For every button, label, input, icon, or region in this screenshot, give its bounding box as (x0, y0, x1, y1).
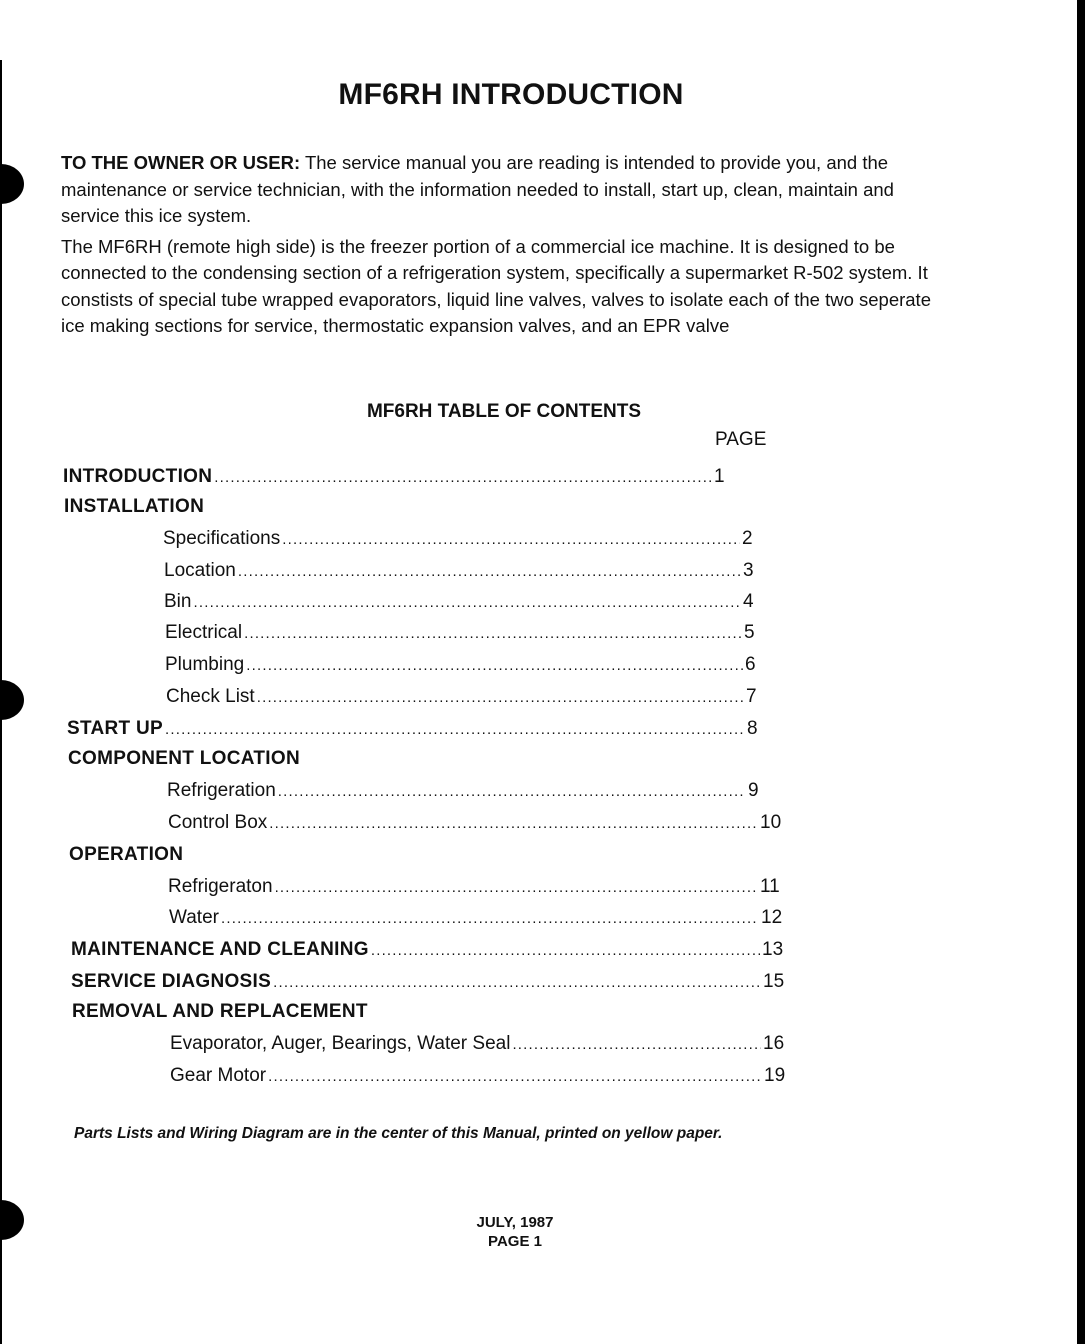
toc-entry-page: 11 (760, 876, 780, 897)
toc-entry-page: 12 (761, 907, 783, 928)
intro-text-1: The service manual you are reading is intended to provide you, and the maintenance or service technician, with the information needed to install, start up, clean, maintain and service this ice system. (61, 152, 894, 226)
toc-entry-maintenance-and-cleaning[interactable] (71, 938, 786, 963)
toc-entry-refrigeration[interactable] (167, 779, 772, 804)
toc-heading-removal-and-replacement[interactable]: REMOVAL AND REPLACEMENT (72, 1001, 368, 1022)
footer-page-number: PAGE 1 (488, 1233, 542, 1250)
toc-entry-electrical[interactable] (165, 621, 768, 646)
toc-entry-page: 16 (763, 1033, 785, 1054)
toc-entry-page: 9 (748, 780, 759, 801)
toc-entry-gear-motor[interactable] (170, 1064, 788, 1089)
toc-page-header: PAGE (715, 429, 767, 450)
toc-entry-page: 3 (743, 560, 754, 581)
toc-leader (282, 528, 740, 552)
toc-leader (214, 466, 712, 490)
toc-entry-page: 15 (763, 971, 785, 992)
toc-entry-start-up[interactable] (67, 717, 771, 742)
toc-leader (244, 622, 742, 646)
footer-date: JULY, 1987 (476, 1214, 554, 1231)
toc-leader (238, 560, 741, 584)
toc-entry-page: 6 (745, 654, 756, 675)
toc-title: MF6RH TABLE OF CONTENTS (366, 401, 642, 422)
toc-entry-label: Bin (164, 591, 192, 612)
toc-entry-label: Water (169, 907, 219, 928)
toc-entry-control-box[interactable] (168, 811, 784, 836)
toc-leader (512, 1033, 761, 1057)
toc-leader (165, 718, 745, 742)
toc-entry-check-list[interactable] (166, 685, 770, 710)
intro-lead: TO THE OWNER OR USER: (61, 152, 301, 173)
toc-leader (221, 907, 759, 931)
toc-heading-component-location[interactable]: COMPONENT LOCATION (68, 748, 300, 769)
toc-entry-specifications[interactable] (163, 527, 766, 552)
toc-leader (275, 876, 758, 900)
toc-entry-introduction[interactable] (63, 465, 738, 490)
toc-entry-label: Location (164, 560, 236, 581)
toc-entry-label: Refrigeration (167, 780, 276, 801)
toc-entry-page: 5 (744, 622, 755, 643)
punch-hole (0, 680, 24, 720)
toc-entry-page: 1 (714, 466, 725, 487)
toc-heading-operation[interactable]: OPERATION (69, 844, 184, 865)
toc-entry-evaporator-auger-bearings-water-seal[interactable] (170, 1032, 787, 1057)
toc-entry-page: 10 (760, 812, 782, 833)
toc-entry-page: 7 (746, 686, 757, 707)
toc-leader (268, 1065, 762, 1089)
toc-leader (257, 686, 744, 710)
toc-leader (193, 591, 741, 615)
toc-leader (371, 939, 760, 963)
toc-entry-label: Control Box (168, 812, 268, 833)
toc-entry-label: Check List (166, 686, 255, 707)
toc-leader (269, 812, 758, 836)
toc-leader (273, 971, 761, 995)
toc-leader (246, 654, 743, 678)
toc-entry-water[interactable] (169, 906, 785, 931)
toc-entry-label: Electrical (165, 622, 243, 643)
scan-right-edge (1077, 0, 1085, 1344)
page-footer (0, 1213, 1030, 1251)
toc-entry-page: 19 (764, 1065, 786, 1086)
toc-entry-bin[interactable] (164, 590, 767, 615)
toc-entry-label: INTRODUCTION (63, 466, 213, 487)
intro-section (61, 150, 941, 344)
toc-entry-location[interactable] (164, 559, 767, 584)
toc-entry-page: 8 (747, 718, 758, 739)
toc-entry-label: Refrigeraton (168, 876, 273, 897)
parts-lists-note: Parts Lists and Wiring Diagram are in the center of this Manual, printed on yellow paper. (74, 1125, 723, 1142)
toc-entry-page: 2 (742, 528, 753, 549)
toc-entry-label: START UP (67, 718, 163, 739)
toc-leader (278, 780, 746, 804)
toc-entry-label: Plumbing (165, 654, 245, 675)
intro-paragraph-2: The MF6RH (remote high side) is the freezer portion of a commercial ice machine. It is designed to be connected to the condensing section of a refrigeration system, specifically a supermarket R-502 system. It constists of special tube wrapped evaporators, liquid line valves, valves to isolate each of the two seperate ice making sections for service, thermostatic expansion valves, and an EPR valve (61, 235, 931, 336)
toc-entry-plumbing[interactable] (165, 653, 769, 678)
intro-paragraph-1 (61, 150, 941, 230)
punch-hole (0, 164, 24, 204)
toc-entry-label: Gear Motor (170, 1065, 267, 1086)
toc-entry-page: 4 (743, 591, 754, 612)
toc-entry-page: 13 (762, 939, 784, 960)
toc-entry-label: MAINTENANCE AND CLEANING (71, 939, 369, 960)
toc-entry-refrigeraton[interactable] (168, 875, 784, 900)
toc-entry-service-diagnosis[interactable] (71, 970, 787, 995)
toc-entry-label: SERVICE DIAGNOSIS (71, 971, 272, 992)
toc-heading-installation[interactable]: INSTALLATION (64, 496, 205, 517)
toc-entry-label: Specifications (163, 528, 281, 549)
toc-entry-label: Evaporator, Auger, Bearings, Water Seal (170, 1033, 511, 1054)
page-title: MF6RH INTRODUCTION (338, 78, 684, 111)
